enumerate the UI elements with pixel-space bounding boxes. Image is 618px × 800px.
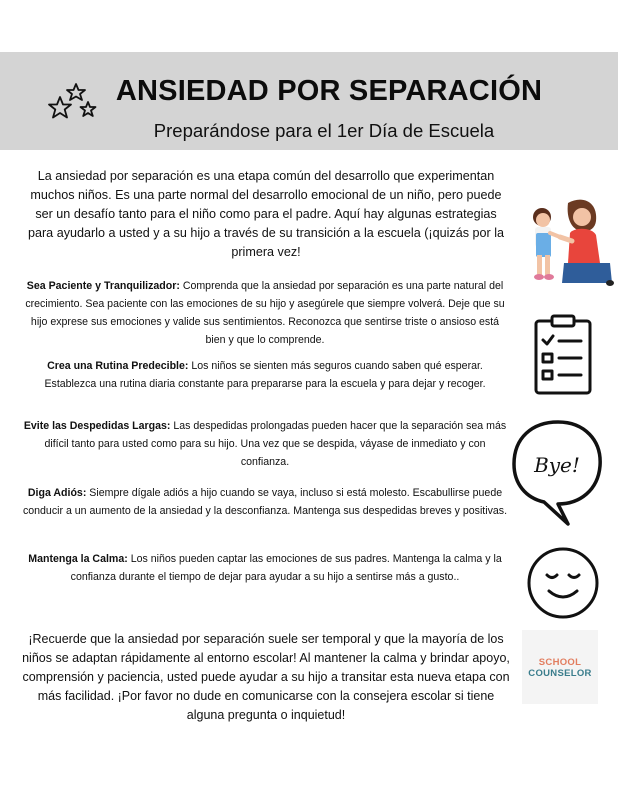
section-say-goodbye (20, 484, 510, 520)
section-text: Los niños se sienten más seguros cuando saben qué esperar. Establezca una rutina diaria constante para prepararse para la escuela y para dejar y recoger. (44, 360, 486, 390)
clipboard-checklist-icon (528, 313, 598, 397)
parent-child-illustration (522, 193, 614, 291)
section-heading: Diga Adiós: (27, 487, 87, 499)
page-subtitle: Preparándose para el 1er Día de Escuela (153, 120, 495, 141)
closing-paragraph: ¡Recuerde que la ansiedad por separación suele ser temporal y que la mayoría de los niños se adaptan rápidamente al entorno escolar! Al mantener la calma y brindar apoyo, comprensión y paciencia, usted puede ayudar a su hijo a transitar esta nueva etapa con más facilidad. ¡Por favor no dude en comunicarse con la consejera escolar si tiene alguna pregunta o inquietud! (22, 632, 510, 722)
section-patience (20, 277, 510, 349)
intro-paragraph: La ansiedad por separación es una etapa común del desarrollo que experimentan muchos niños. Es una parte normal del desarrollo emocional de un niño, pero puede ser un desafío tanto para el niño como para el padre. Aquí hay algunas estrategias para ayudarlo a usted y a su hijo a través de su transición a la escuela (¡quizás por la primera vez! (27, 169, 505, 259)
section-text: Comprenda que la ansiedad por separación es una parte natural del crecimiento. Sea paciente con las emociones de su hijo y asegúrele que siempre volverá. Deje que su hijo exprese sus emociones y valide sus sentimientos. Reconozca que sentirse triste o ansioso está bien y que lo comprende. (25, 280, 505, 346)
section-goodbyes (20, 417, 510, 471)
bubble-text: Bye! (534, 453, 580, 477)
school-counselor-logo (522, 630, 598, 704)
section-heading: Crea una Rutina Predecible: (47, 360, 189, 372)
section-text: Siempre dígale adiós a hijo cuando se vaya, incluso si está molesto. Escabullirse puede conducir a un aumento de la ansiedad y la desconfianza. Mantenga sus despedidas breves y positivas. (22, 487, 508, 517)
section-heading: Sea Paciente y Tranquilizador: (26, 280, 180, 292)
bye-speech-bubble-icon (510, 416, 606, 528)
section-heading: Evite las Despedidas Largas: (23, 420, 171, 432)
section-routine (20, 357, 510, 393)
section-text: Los niños pueden captar las emociones de sus padres. Mantenga la calma y la confianza durante el tiempo de dejar para ayudar a su hijo a sentirse más a gusto.. (70, 553, 502, 583)
section-heading: Mantenga la Calma: (28, 553, 128, 565)
badge-line-2: COUNSELOR (528, 668, 592, 679)
page-title: ANSIEDAD POR SEPARACIÓN (115, 75, 543, 107)
smiley-face-icon (525, 545, 601, 621)
section-text: Las despedidas prolongadas pueden hacer que la separación sea más difícil tanto para usted como para su hijo. Una vez que se despida, váyase de inmediato y con confianza. (44, 420, 507, 468)
section-stay-calm (20, 550, 510, 586)
badge-line-1: SCHOOL (538, 657, 582, 668)
